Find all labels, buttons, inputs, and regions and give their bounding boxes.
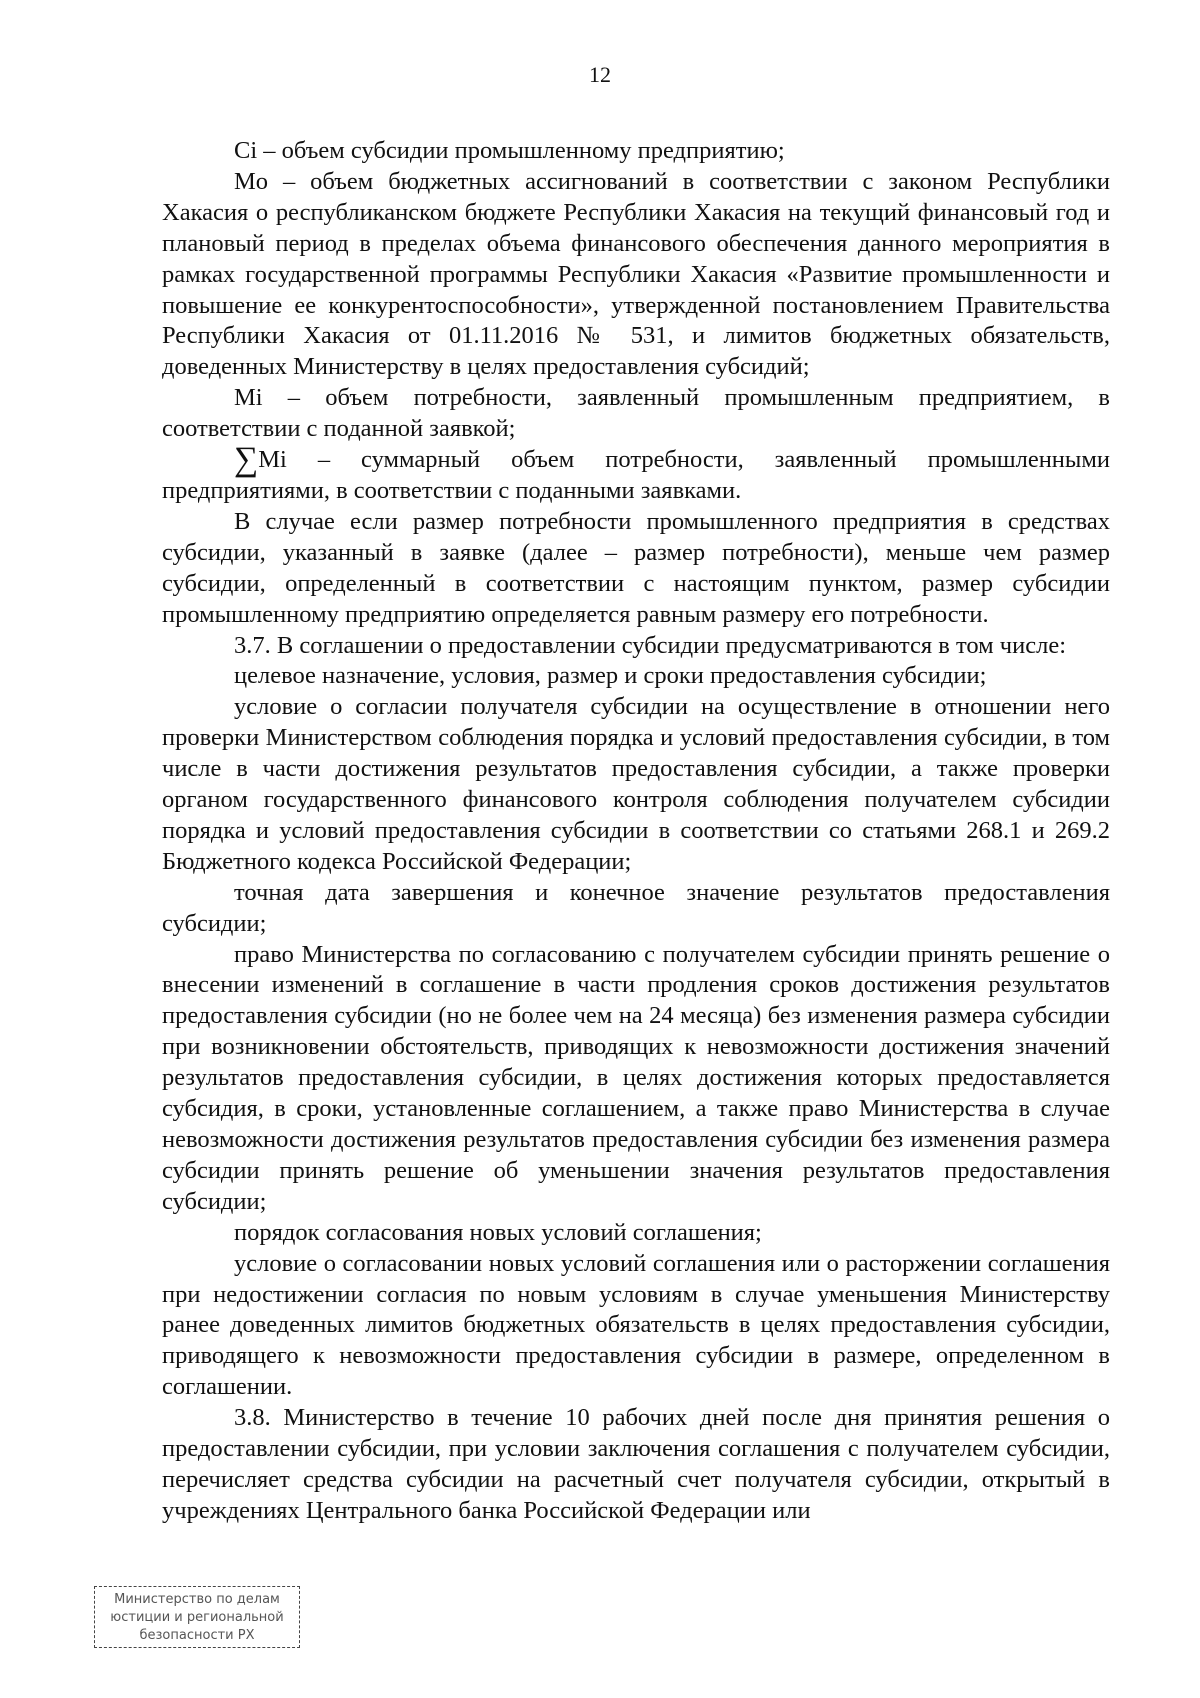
paragraph-mo-definition: Mo – объем бюджетных ассигнований в соответствии с законом Республики Хакасия о республиканском бюджете Республики Хакасия на текущий финансовый год и плановый период в пределах объема финансового обеспечения данного мероприятия в рамках государственной программы Республики Хакасия «Развитие промышленности и повышение ее конкурентоспособности», утвержденной постановлением Правительства Республики Хакасия от 01.11.2016 № 531, и лимитов бюджетных обязательств, доведенных Министерству в целях предоставления субсидий; — [162, 167, 1110, 381]
sum-description: – суммарный объем потребности, заявленный промышленными предприятиями, в соответствии с поданными заявками. — [162, 446, 1110, 504]
paragraph-section-3-7: 3.7. В соглашении о предоставлении субсидии предусматриваются в том числе: — [234, 631, 1067, 659]
stamp-line-2: юстиции и региональной — [110, 1610, 284, 1625]
paragraph-termination-condition: условие о согласовании новых условий соглашения или о расторжении соглашения при недостижении согласия по новым условиям в случае уменьшения Министерству ранее доведенных лимитов бюджетных обязательств в целях предоставления субсидии, приводящего к невозможности предоставления субсидии в размере, определенном в соглашении. — [162, 1249, 1110, 1401]
paragraph-approval-procedure: порядок согласования новых условий соглашения; — [234, 1218, 762, 1246]
ministry-stamp — [94, 1586, 300, 1648]
paragraph-section-3-8: 3.8. Министерство в течение 10 рабочих дней после дня принятия решения о предоставлении субсидии, при условии заключения соглашения с получателем субсидии, перечисляет средства субсидии на расчетный счет получателя субсидии, открытый в учреждениях Центрального банка Российской Федерации или — [162, 1404, 1110, 1524]
stamp-line-3: безопасности РХ — [139, 1628, 255, 1643]
paragraph-ci-definition: Ci – объем субсидии промышленному предприятию; — [234, 137, 785, 164]
document-body — [162, 136, 1110, 1527]
stamp-line-1: Министерство по делам — [114, 1592, 280, 1607]
paragraph-purpose-conditions: целевое назначение, условия, размер и сроки предоставления субсидии; — [234, 662, 987, 690]
paragraph-completion-date: точная дата завершения и конечное значение результатов предоставления субсидии; — [162, 878, 1110, 937]
paragraph-sum-mi-definition — [162, 441, 1110, 507]
paragraph-inspection-consent: условие о согласии получателя субсидии на осуществление в отношении него проверки Министерством соблюдения порядка и условий предоставления субсидии, в том числе в части достижения результатов предоставления субсидии, а также проверки органом государственного финансового контроля соблюдения получателем субсидии порядка и условий предоставления субсидии в соответствии со статьями 268.1 и 269.2 Бюджетного кодекса Российской Федерации; — [162, 693, 1110, 875]
sum-variable: Mi — [258, 446, 287, 474]
paragraph-mi-definition: Mi – объем потребности, заявленный промышленным предприятием, в соответствии с поданной заявкой; — [162, 384, 1110, 443]
paragraph-ministry-right: право Министерства по согласованию с получателем субсидии принять решение о внесении изменений в соглашение в части продления сроков достижения результатов предоставления субсидии (но не более чем на 24 месяца) без изменения размера субсидии при возникновении обстоятельств, приводящих к невозможности достижения значений результатов предоставления субсидии, в целях достижения которых предоставляется субсидия, в сроки, установленные соглашением, а также право Министерства в случае невозможности достижения результатов предоставления субсидии без изменения размера субсидии принять решение об уменьшении значения результатов предоставления субсидии; — [162, 940, 1110, 1215]
paragraph-need-size: В случае если размер потребности промышленного предприятия в средствах субсидии, указанный в заявке (далее – размер потребности), меньше чем размер субсидии, определенный в соответствии с настоящим пунктом, размер субсидии промышленному предприятию определяется равным размеру его потребности. — [162, 507, 1110, 628]
sum-symbol: ∑ — [234, 441, 259, 479]
page-number: 12 — [589, 62, 611, 87]
